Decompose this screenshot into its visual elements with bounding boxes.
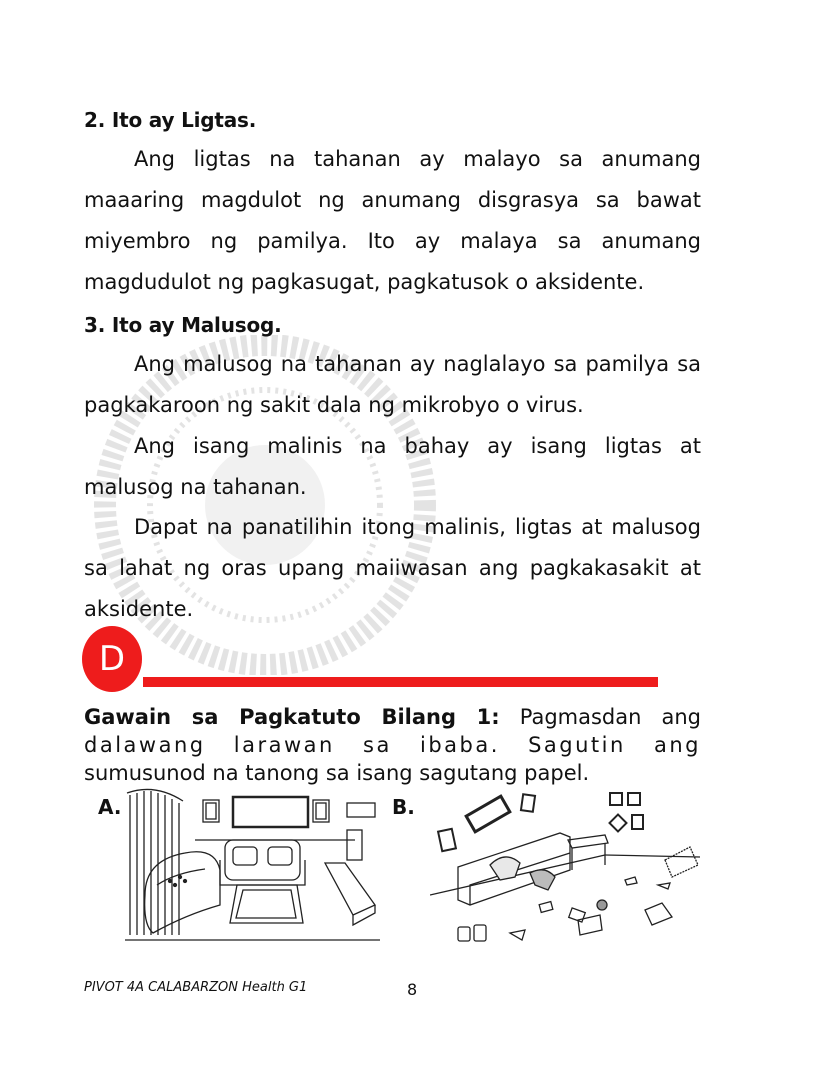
section-2-heading: 2. Ito ay Ligtas. <box>84 108 257 132</box>
activity-title: Gawain sa Pagkatuto Bilang 1: <box>84 705 500 729</box>
section-d-badge: D <box>82 626 142 692</box>
footer-source: PIVOT 4A CALABARZON Health G1 <box>84 980 308 995</box>
section-3-paragraph-2: Ang isang malinis na bahay ay isang ligtas at malusog na tahanan. <box>84 434 701 499</box>
picture-b-label: B. <box>392 795 415 819</box>
section-3-heading: 3. Ito ay Malusog. <box>84 313 282 337</box>
section-d-divider <box>143 677 658 687</box>
section-3-paragraph-3: Dapat na panatilihin itong malinis, ligtas at malusog sa lahat ng oras upang maiiwasan ang pagkakasakit at aksidente. <box>84 515 701 621</box>
activity-instructions <box>84 703 701 787</box>
section-3-paragraph-1: Ang malusog na tahanan ay naglalayo sa pamilya sa pagkakaroon ng sakit dala ng mikrobyo o virus. <box>84 352 701 417</box>
page-number: 8 <box>407 980 418 999</box>
messy-living-room-image <box>430 785 705 950</box>
section-2-paragraph: Ang ligtas na tahanan ay malayo sa anumang maaaring magdulot ng anumang disgrasya sa bawat miyembro ng pamilya. Ito ay malaya sa anumang magdudulot ng pagkasugat, pagkatusok o aksidente. <box>84 147 701 294</box>
activity-line-1: Pagmasdan ang <box>519 705 701 729</box>
activity-line-3: sumusunod na tanong sa isang sagutang papel. <box>84 761 590 785</box>
clean-living-room-image <box>125 785 380 945</box>
activity-line-2: dalawang larawan sa ibaba. Sagutin ang <box>84 733 701 757</box>
picture-a-label: A. <box>98 795 122 819</box>
